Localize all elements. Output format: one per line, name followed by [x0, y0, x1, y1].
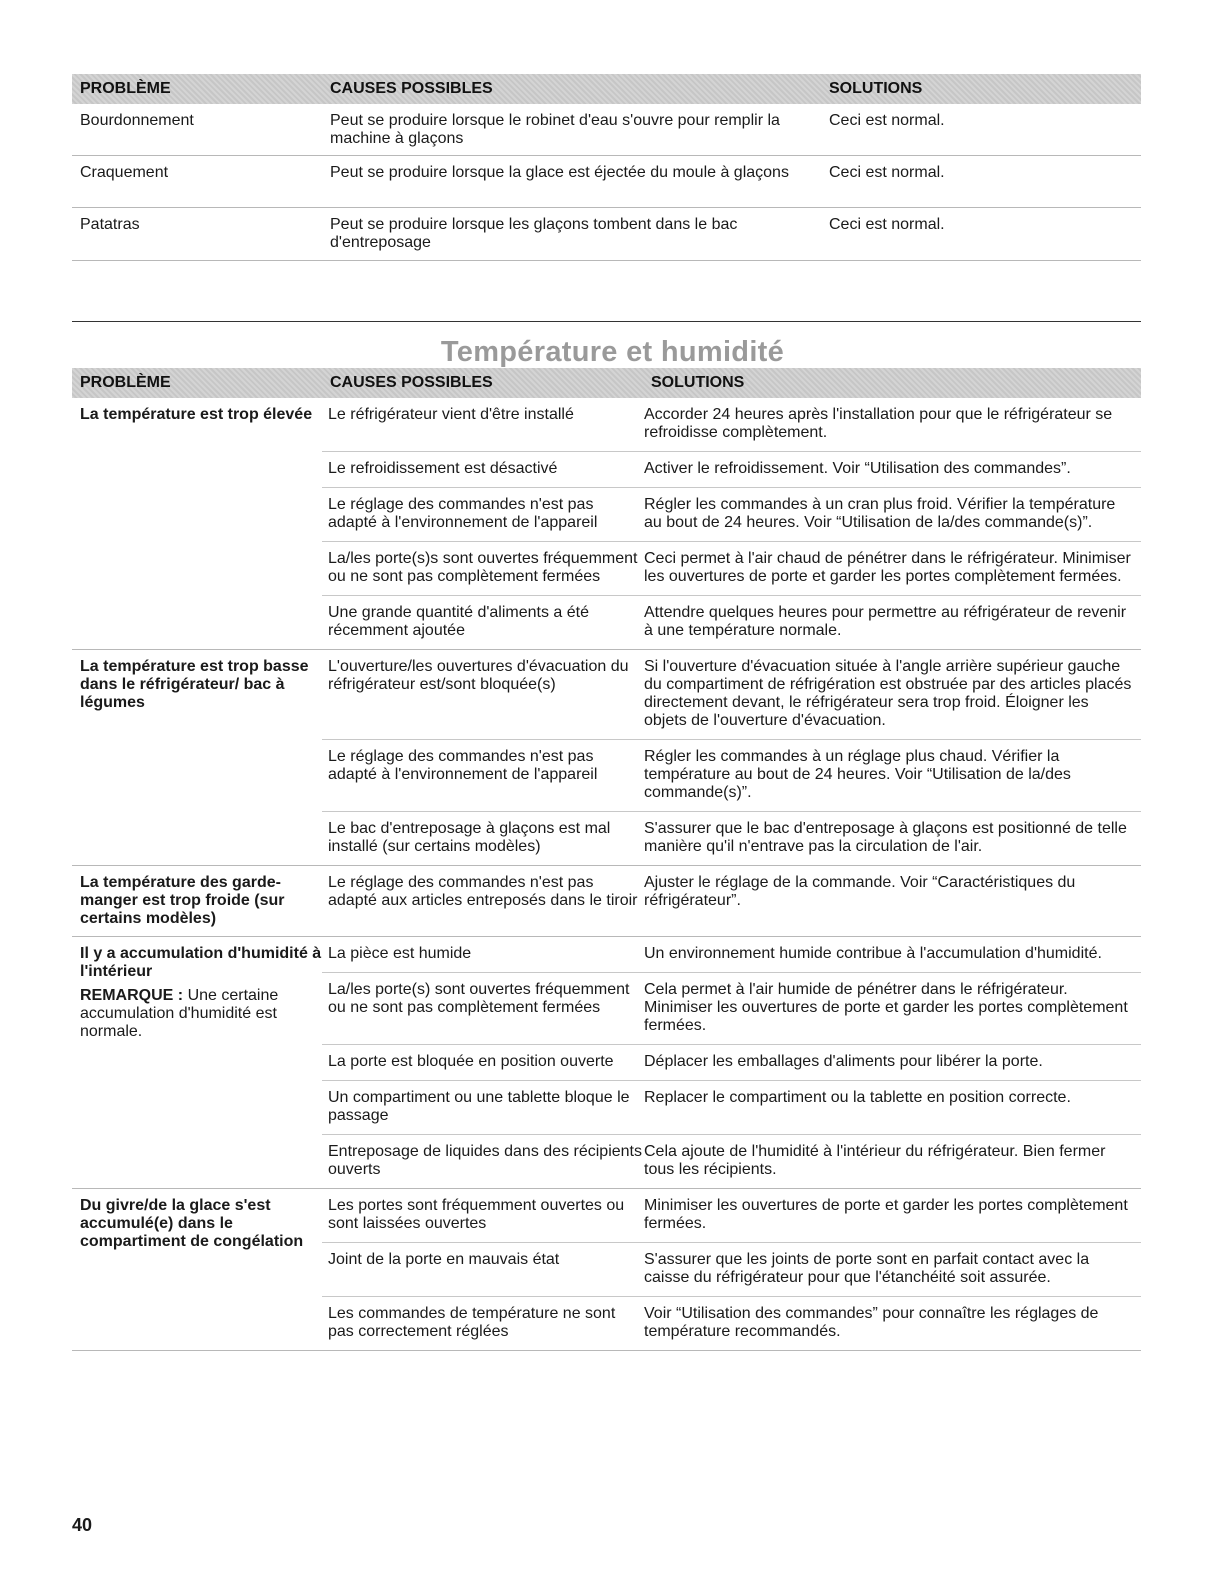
cause-cell: Le réglage des commandes n'est pas adapté aux articles entreposés dans le tiroir: [328, 874, 638, 909]
table-row: [322, 452, 1141, 488]
solution-cell: Déplacer les emballages d'aliments pour libérer la porte.: [644, 1053, 1043, 1070]
cause-cell: Peut se produire lorsque la glace est éjectée du moule à glaçons: [330, 164, 789, 181]
cause-cell: La porte est bloquée en position ouverte: [328, 1053, 614, 1070]
table-row: [322, 1081, 1141, 1135]
problem-group: [72, 937, 1141, 1189]
table-row: [322, 1189, 1141, 1243]
problem-cell: Bourdonnement: [80, 112, 194, 129]
cause-cell: La/les porte(s) sont ouvertes fréquemment ou ne sont pas complètement fermées: [328, 981, 630, 1016]
problem-title: Du givre/de la glace s'est accumulé(e) dans le compartiment de congélation: [80, 1197, 304, 1250]
cause-cell: Un compartiment ou une tablette bloque le passage: [328, 1089, 630, 1124]
cause-cell: Peut se produire lorsque le robinet d'eau s'ouvre pour remplir la machine à glaçons: [330, 112, 780, 147]
header-solutions: SOLUTIONS: [651, 374, 745, 391]
noise-table: [72, 74, 1141, 261]
solution-cell: Ceci permet à l'air chaud de pénétrer dans le réfrigérateur. Minimiser les ouvertures de porte et garder les portes complètement fermées.: [644, 550, 1131, 585]
note-label: REMARQUE :: [80, 987, 184, 1004]
table-header: [72, 74, 1141, 104]
solution-cell: Voir “Utilisation des commandes” pour connaître les réglages de température recommandés.: [644, 1305, 1099, 1340]
cause-cell: Le réglage des commandes n'est pas adapté à l'environnement de l'appareil: [328, 496, 598, 531]
cause-cell: La/les porte(s)s sont ouvertes fréquemment ou ne sont pas complètement fermées: [328, 550, 638, 585]
table-row: [322, 398, 1141, 452]
table-row: [322, 1297, 1141, 1350]
table-row: [322, 1045, 1141, 1081]
page-number: 40: [72, 1515, 93, 1535]
cause-cell: Le refroidissement est désactivé: [328, 460, 558, 477]
temperature-table: [72, 368, 1141, 1351]
table-row: [322, 812, 1141, 865]
solution-cell: S'assurer que les joints de porte sont en parfait contact avec la caisse du réfrigérateur pour que l'étanchéité soit assurée.: [644, 1251, 1090, 1286]
solution-cell: Replacer le compartiment ou la tablette en position correcte.: [644, 1089, 1071, 1106]
header-problem: PROBLÈME: [80, 374, 171, 391]
solution-cell: S'assurer que le bac d'entreposage à glaçons est positionné de telle manière qu'il n'entrave pas la circulation de l'air.: [644, 820, 1127, 855]
problem-note: [80, 987, 322, 1041]
table-row: [322, 740, 1141, 812]
cause-cell: Le bac d'entreposage à glaçons est mal installé (sur certains modèles): [328, 820, 611, 855]
problem-group: [72, 1189, 1141, 1351]
table-row: [322, 1135, 1141, 1188]
problem-group: [72, 866, 1141, 937]
cause-cell: L'ouverture/les ouvertures d'évacuation du réfrigérateur est/sont bloquée(s): [328, 658, 629, 693]
problem-group: [72, 650, 1141, 866]
header-causes: CAUSES POSSIBLES: [330, 374, 493, 391]
table-row: [322, 488, 1141, 542]
cause-cell: Joint de la porte en mauvais état: [328, 1251, 560, 1268]
table-row: [322, 973, 1141, 1045]
problem-title: La température des garde-manger est trop froide (sur certains modèles): [80, 874, 285, 927]
solution-cell: Accorder 24 heures après l'installation pour que le réfrigérateur se refroidisse complètement.: [644, 406, 1113, 441]
solution-cell: Activer le refroidissement. Voir “Utilisation des commandes”.: [644, 460, 1071, 477]
cause-cell: Entreposage de liquides dans des récipients ouverts: [328, 1143, 642, 1178]
cause-cell: Une grande quantité d'aliments a été récemment ajoutée: [328, 604, 590, 639]
table-row: [322, 650, 1141, 740]
cause-cell: Le réglage des commandes n'est pas adapté à l'environnement de l'appareil: [328, 748, 598, 783]
solution-cell: Si l'ouverture d'évacuation située à l'angle arrière supérieur gauche du compartiment de réfrigération est obstruée par des articles placés directement devant, le réfrigérateur sera trop froid. Éloigner les objets de l'ouverture d'évacuation.: [644, 658, 1132, 729]
cause-cell: Le réfrigérateur vient d'être installé: [328, 406, 574, 423]
table-header: [72, 368, 1141, 398]
solution-cell: Régler les commandes à un cran plus froid. Vérifier la température au bout de 24 heures. Voir “Utilisation de la/des commande(s)”.: [644, 496, 1116, 531]
table-row: [322, 596, 1141, 649]
solution-cell: Ceci est normal.: [829, 164, 945, 181]
cause-cell: La pièce est humide: [328, 945, 472, 962]
solution-cell: Ceci est normal.: [829, 216, 945, 233]
problem-title: La température est trop basse dans le réfrigérateur/ bac à légumes: [80, 658, 309, 711]
cause-cell: Les commandes de température ne sont pas correctement réglées: [328, 1305, 616, 1340]
solution-cell: Un environnement humide contribue à l'accumulation d'humidité.: [644, 945, 1102, 962]
header-causes: CAUSES POSSIBLES: [330, 80, 493, 97]
table-row: [322, 1243, 1141, 1297]
table-row: [322, 866, 1141, 919]
problem-group: [72, 398, 1141, 650]
cause-cell: Peut se produire lorsque les glaçons tombent dans le bac d'entreposage: [330, 216, 738, 251]
header-problem: PROBLÈME: [80, 80, 171, 97]
problem-title: Il y a accumulation d'humidité à l'intérieur: [80, 945, 322, 980]
solution-cell: Ceci est normal.: [829, 112, 945, 129]
note-text: Une certaine accumulation d'humidité est normale.: [80, 987, 279, 1040]
problem-cell: Patatras: [80, 216, 140, 233]
header-solutions: SOLUTIONS: [829, 80, 923, 97]
solution-cell: Attendre quelques heures pour permettre au réfrigérateur de revenir à une température normale.: [644, 604, 1127, 639]
solution-cell: Minimiser les ouvertures de porte et garder les portes complètement fermées.: [644, 1197, 1128, 1232]
solution-cell: Cela ajoute de l'humidité à l'intérieur du réfrigérateur. Bien fermer tous les récipients.: [644, 1143, 1106, 1178]
solution-cell: Ajuster le réglage de la commande. Voir “Caractéristiques du réfrigérateur”.: [644, 874, 1076, 909]
table-row: [322, 542, 1141, 596]
solution-cell: Régler les commandes à un réglage plus chaud. Vérifier la température au bout de 24 heures. Voir “Utilisation de la/des commande(s)”.: [644, 748, 1071, 801]
table-row: [72, 208, 1141, 261]
section-title: Température et humidité: [440, 336, 785, 368]
cause-cell: Les portes sont fréquemment ouvertes ou sont laissées ouvertes: [328, 1197, 625, 1232]
problem-cell: Craquement: [80, 164, 169, 181]
section-divider: [72, 321, 1141, 322]
table-row: [72, 156, 1141, 208]
problem-title: La température est trop élevée: [80, 406, 313, 423]
table-row: [72, 104, 1141, 156]
solution-cell: Cela permet à l'air humide de pénétrer dans le réfrigérateur. Minimiser les ouvertures de porte et garder les portes complètement fermées.: [644, 981, 1128, 1034]
table-row: [322, 937, 1141, 973]
